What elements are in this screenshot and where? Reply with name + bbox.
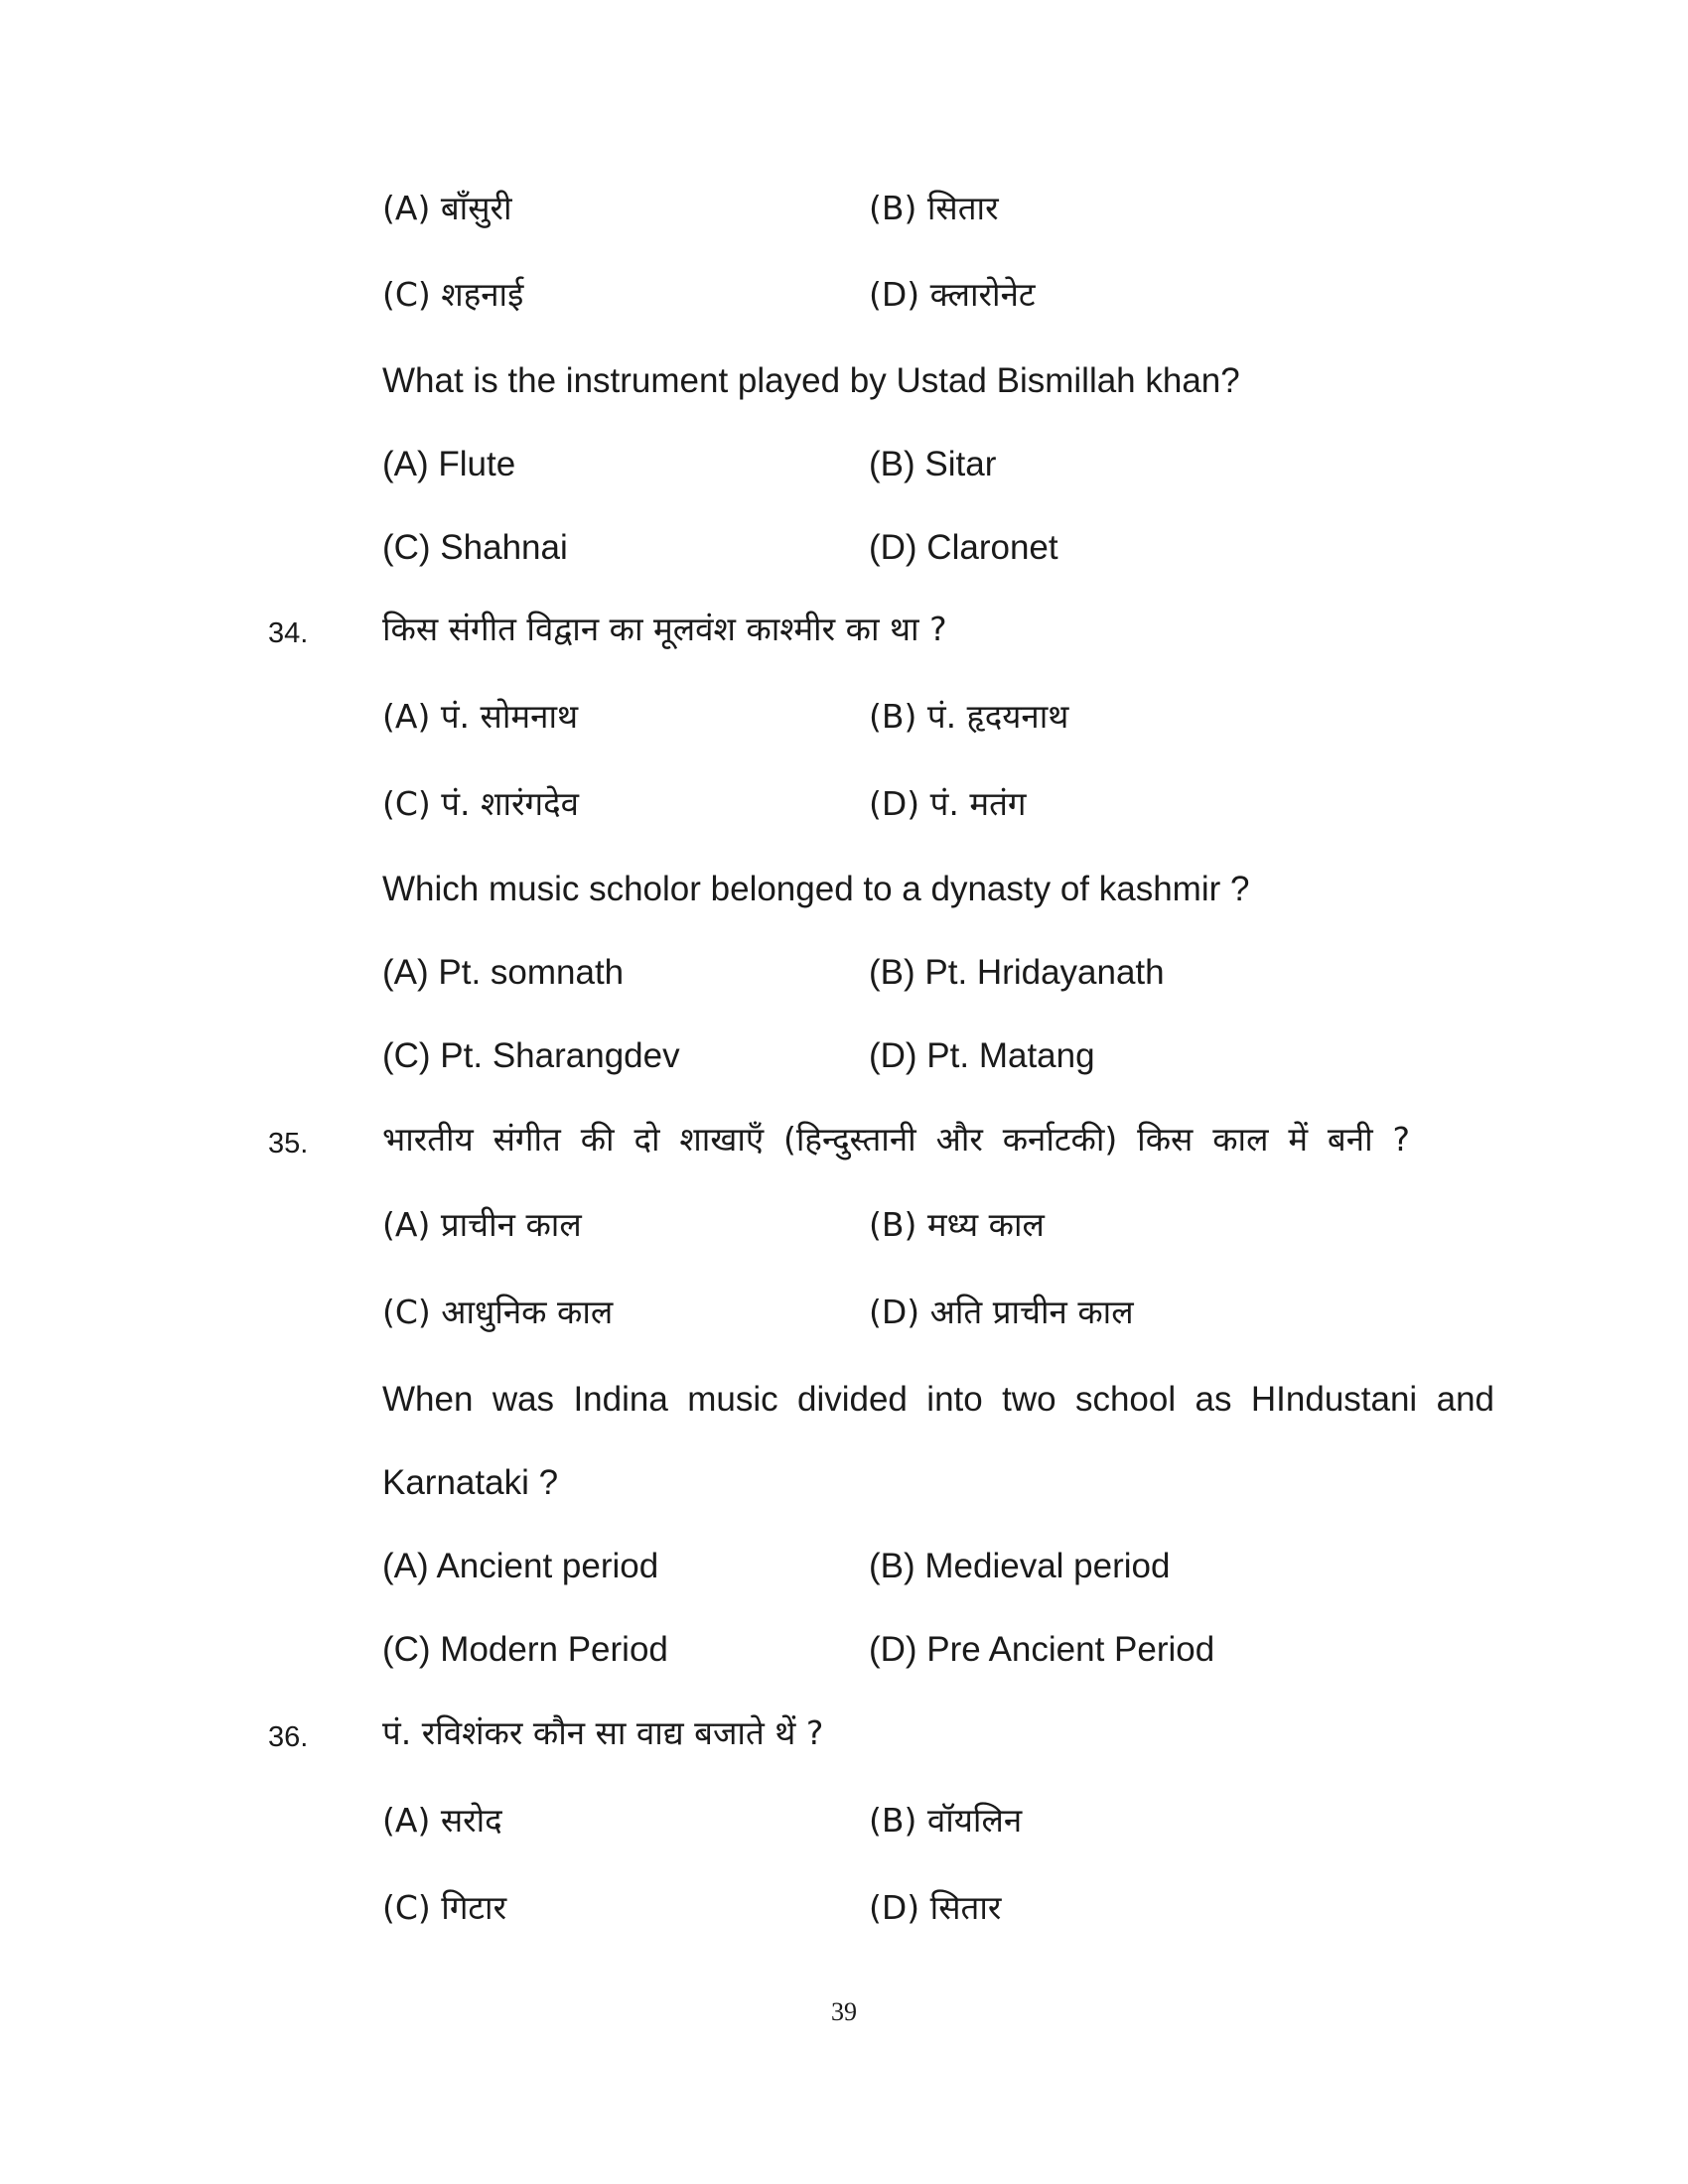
q33-question-english: What is the instrument played by Ustad Bismillah khan? [382,361,1240,400]
q35-number: 35. [268,1128,309,1160]
q33-option-c-english: (C) Shahnai [382,528,568,567]
q34-question-hindi: किस संगीत विद्वान का मूलवंश काश्मीर का था ? [382,610,947,648]
q34-option-c-hindi: (C) पं. शारंगदेव [382,784,579,823]
q34-option-b-hindi: (B) पं. हृदयनाथ [869,697,1069,736]
q33-option-b-english: (B) Sitar [869,445,997,483]
q33-option-b-hindi: (B) सितार [869,189,999,227]
q35-question-english-line2: Karnataki ? [382,1463,559,1502]
q35-option-a-hindi: (A) प्राचीन काल [382,1205,582,1244]
q35-option-d-english: (D) Pre Ancient Period [869,1630,1215,1669]
q35-option-b-english: (B) Medieval period [869,1547,1171,1585]
q33-option-c-hindi: (C) शहनाई [382,275,524,314]
q35-question-hindi: भारतीय संगीत की दो शाखाएँ (हिन्दुस्तानी और कर्नाटकी) किस काल में बनी ? [382,1120,1410,1159]
q36-option-d-hindi: (D) सितार [869,1888,1002,1927]
q34-option-c-english: (C) Pt. Sharangdev [382,1036,680,1075]
q34-option-a-english: (A) Pt. somnath [382,953,625,992]
q34-option-d-hindi: (D) पं. मतंग [869,784,1027,823]
q36-option-b-hindi: (B) वॉयलिन [869,1801,1023,1840]
q36-option-c-hindi: (C) गिटार [382,1888,507,1927]
q33-option-a-english: (A) Flute [382,445,516,483]
q33-option-a-hindi: (A) बाँसुरी [382,189,512,227]
q36-option-a-hindi: (A) सरोद [382,1801,502,1840]
q33-option-d-hindi: (D) क्लारोनेट [869,275,1036,314]
q34-number: 34. [268,617,309,649]
q34-option-b-english: (B) Pt. Hridayanath [869,953,1165,992]
q35-option-c-english: (C) Modern Period [382,1630,668,1669]
q35-option-a-english: (A) Ancient period [382,1547,659,1585]
q36-number: 36. [268,1721,309,1753]
q34-question-english: Which music scholor belonged to a dynasty of kashmir ? [382,870,1250,908]
q35-question-english-line1: When was Indina music divided into two school as HIndustani and [382,1380,1494,1419]
q33-option-d-english: (D) Claronet [869,528,1058,567]
q35-option-c-hindi: (C) आधुनिक काल [382,1293,614,1331]
q34-option-d-english: (D) Pt. Matang [869,1036,1095,1075]
q35-option-b-hindi: (B) मध्य काल [869,1205,1045,1244]
q35-option-d-hindi: (D) अति प्राचीन काल [869,1293,1134,1331]
q36-question-hindi: पं. रविशंकर कौन सा वाद्य बजाते थें ? [382,1713,824,1752]
q34-option-a-hindi: (A) पं. सोमनाथ [382,697,579,736]
page-number: 39 [831,1997,857,2026]
